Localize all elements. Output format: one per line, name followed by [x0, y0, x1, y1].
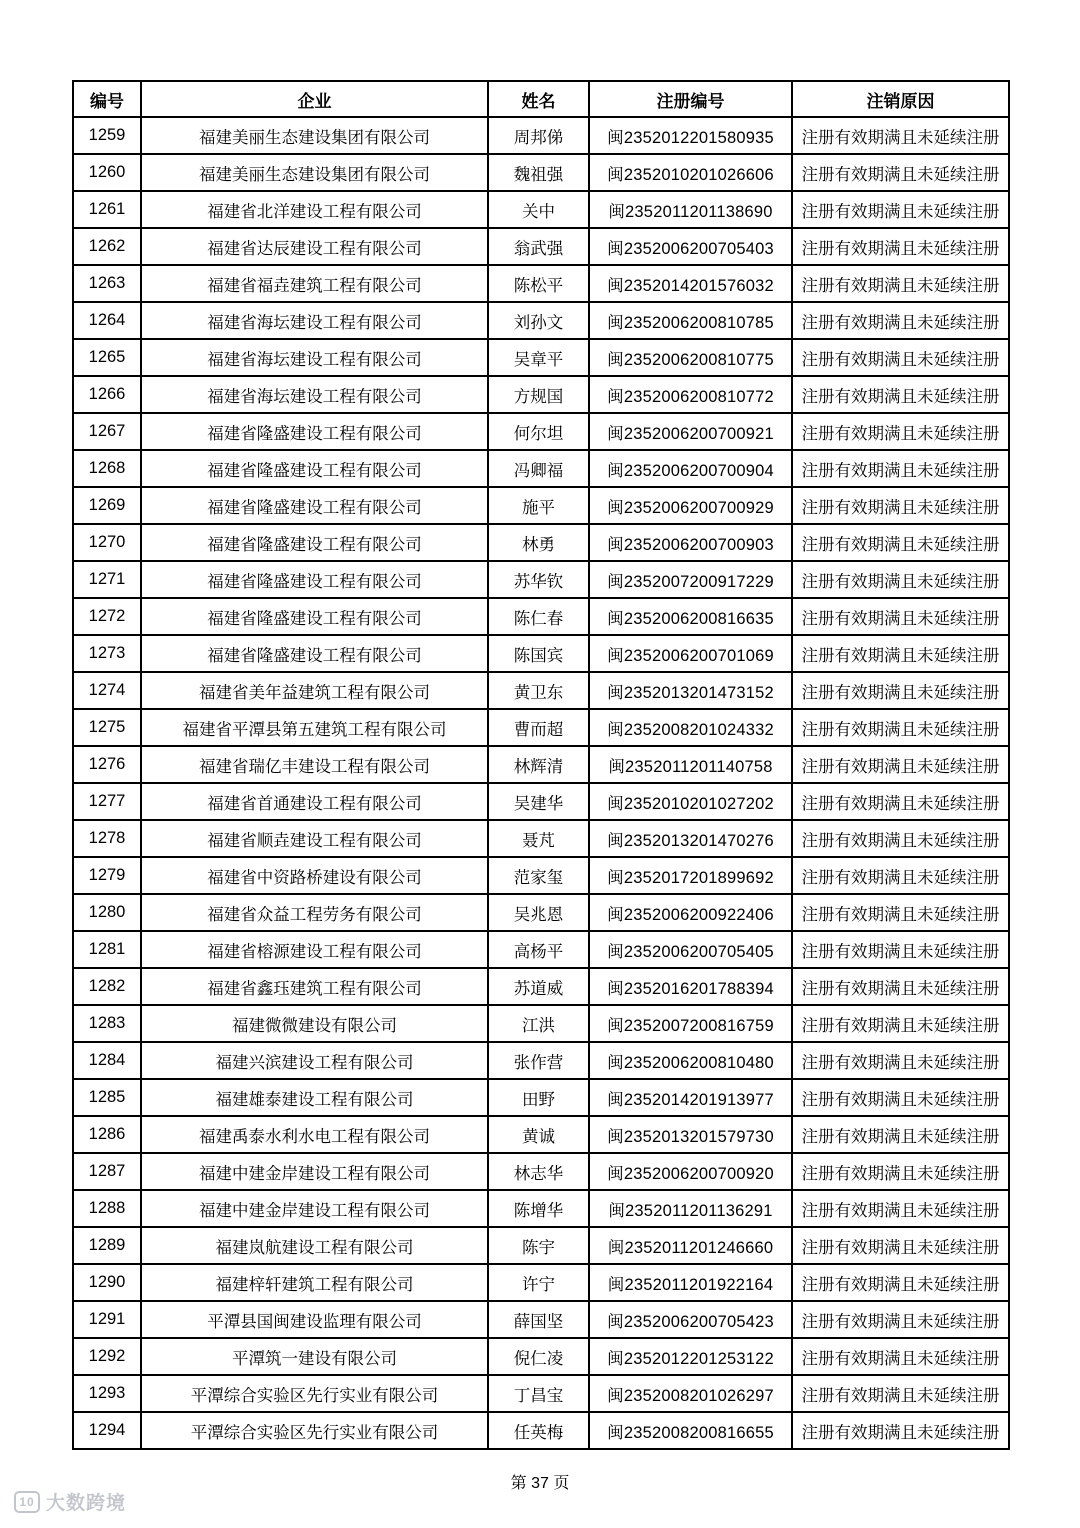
table-row — [73, 894, 1009, 931]
table-cell: 注册有效期满且未延续注册 — [792, 1375, 1009, 1412]
table-cell: 何尔坦 — [488, 413, 589, 450]
table-cell: 闽2352008201026297 — [589, 1375, 792, 1412]
table-cell: 1263 — [73, 265, 141, 302]
table-cell: 闽2352006200810775 — [589, 339, 792, 376]
table-row — [73, 709, 1009, 746]
page-number: 第 37 页 — [510, 1475, 570, 1492]
column-header: 注册编号 — [589, 81, 792, 117]
table-cell: 闽2352013201579730 — [589, 1116, 792, 1153]
table-cell: 福建省平潭县第五建筑工程有限公司 — [141, 709, 488, 746]
table-cell: 闽2352016201788394 — [589, 968, 792, 1005]
table-cell: 1279 — [73, 857, 141, 894]
table-cell: 福建兴滨建设工程有限公司 — [141, 1042, 488, 1079]
table-cell: 吴章平 — [488, 339, 589, 376]
table-row — [73, 413, 1009, 450]
table-cell: 闽2352011201140758 — [589, 746, 792, 783]
table-cell: 薛国坚 — [488, 1301, 589, 1338]
table-row — [73, 1375, 1009, 1412]
table-row — [73, 1338, 1009, 1375]
table-cell: 1262 — [73, 228, 141, 265]
table-cell: 福建省鑫珏建筑工程有限公司 — [141, 968, 488, 1005]
table-cell: 注册有效期满且未延续注册 — [792, 1042, 1009, 1079]
table-cell: 1274 — [73, 672, 141, 709]
table-cell: 倪仁凌 — [488, 1338, 589, 1375]
table-cell: 福建省福垚建筑工程有限公司 — [141, 265, 488, 302]
table-cell: 平潭综合实验区先行实业有限公司 — [141, 1412, 488, 1449]
table-cell: 注册有效期满且未延续注册 — [792, 117, 1009, 154]
table-row — [73, 1412, 1009, 1449]
table-cell: 福建省隆盛建设工程有限公司 — [141, 635, 488, 672]
table-cell: 注册有效期满且未延续注册 — [792, 339, 1009, 376]
table-cell: 冯卿福 — [488, 450, 589, 487]
table-cell: 张作营 — [488, 1042, 589, 1079]
table-cell: 闽2352006200700929 — [589, 487, 792, 524]
table-cell: 周邦俤 — [488, 117, 589, 154]
table-cell: 1289 — [73, 1227, 141, 1264]
table-cell: 1282 — [73, 968, 141, 1005]
table-cell: 1293 — [73, 1375, 141, 1412]
table-cell: 福建禹泰水利水电工程有限公司 — [141, 1116, 488, 1153]
table-cell: 注册有效期满且未延续注册 — [792, 302, 1009, 339]
table-row — [73, 339, 1009, 376]
table-cell: 闽2352006200700921 — [589, 413, 792, 450]
column-header: 姓名 — [488, 81, 589, 117]
table-cell: 注册有效期满且未延续注册 — [792, 1079, 1009, 1116]
table-cell: 注册有效期满且未延续注册 — [792, 857, 1009, 894]
table-cell: 1277 — [73, 783, 141, 820]
table-cell: 黄诚 — [488, 1116, 589, 1153]
column-header: 编号 — [73, 81, 141, 117]
table-cell: 1284 — [73, 1042, 141, 1079]
table-cell: 闽2352008201024332 — [589, 709, 792, 746]
table-cell: 许宁 — [488, 1264, 589, 1301]
table-cell: 闽2352011201246660 — [589, 1227, 792, 1264]
table-cell: 注册有效期满且未延续注册 — [792, 746, 1009, 783]
table-row — [73, 1079, 1009, 1116]
table-cell: 刘孙文 — [488, 302, 589, 339]
table-row — [73, 117, 1009, 154]
table-cell: 1272 — [73, 598, 141, 635]
table-cell: 注册有效期满且未延续注册 — [792, 561, 1009, 598]
table-row — [73, 820, 1009, 857]
table-cell: 高杨平 — [488, 931, 589, 968]
table-cell: 注册有效期满且未延续注册 — [792, 968, 1009, 1005]
table-row — [73, 265, 1009, 302]
watermark-logo — [14, 1488, 126, 1515]
table-cell: 陈国宾 — [488, 635, 589, 672]
table-row — [73, 154, 1009, 191]
table-cell: 注册有效期满且未延续注册 — [792, 672, 1009, 709]
table-cell: 1276 — [73, 746, 141, 783]
table-cell: 1269 — [73, 487, 141, 524]
table-cell: 陈宇 — [488, 1227, 589, 1264]
table-cell: 注册有效期满且未延续注册 — [792, 598, 1009, 635]
table-cell: 注册有效期满且未延续注册 — [792, 1301, 1009, 1338]
table-cell: 1285 — [73, 1079, 141, 1116]
table-cell: 苏道威 — [488, 968, 589, 1005]
table-cell: 福建省隆盛建设工程有限公司 — [141, 561, 488, 598]
table-cell: 福建省众益工程劳务有限公司 — [141, 894, 488, 931]
table-row — [73, 376, 1009, 413]
table-cell: 1260 — [73, 154, 141, 191]
table-cell: 注册有效期满且未延续注册 — [792, 191, 1009, 228]
table-cell: 注册有效期满且未延续注册 — [792, 1412, 1009, 1449]
table-cell: 任英梅 — [488, 1412, 589, 1449]
table-cell: 平潭综合实验区先行实业有限公司 — [141, 1375, 488, 1412]
table-cell: 福建省隆盛建设工程有限公司 — [141, 413, 488, 450]
table-cell: 注册有效期满且未延续注册 — [792, 1153, 1009, 1190]
table-cell: 注册有效期满且未延续注册 — [792, 783, 1009, 820]
table-cell: 闽2352017201899692 — [589, 857, 792, 894]
table-cell: 福建美丽生态建设集团有限公司 — [141, 117, 488, 154]
table-row — [73, 1042, 1009, 1079]
table-cell: 1271 — [73, 561, 141, 598]
table-cell: 福建省榕源建设工程有限公司 — [141, 931, 488, 968]
table-cell: 注册有效期满且未延续注册 — [792, 524, 1009, 561]
table-cell: 闽2352014201913977 — [589, 1079, 792, 1116]
table-cell: 福建省顺垚建设工程有限公司 — [141, 820, 488, 857]
table-cell: 吴兆恩 — [488, 894, 589, 931]
table-cell: 苏华钦 — [488, 561, 589, 598]
table-cell: 闽2352011201136291 — [589, 1190, 792, 1227]
table-row — [73, 857, 1009, 894]
table-cell: 林辉清 — [488, 746, 589, 783]
table-cell: 闽2352006200810480 — [589, 1042, 792, 1079]
table-cell: 1286 — [73, 1116, 141, 1153]
table-cell: 1278 — [73, 820, 141, 857]
table-cell: 关中 — [488, 191, 589, 228]
table-cell: 魏祖强 — [488, 154, 589, 191]
table-row — [73, 561, 1009, 598]
table-row — [73, 598, 1009, 635]
table-cell: 福建省海坛建设工程有限公司 — [141, 376, 488, 413]
table-cell: 福建岚航建设工程有限公司 — [141, 1227, 488, 1264]
table-cell: 闽2352006200700904 — [589, 450, 792, 487]
table-cell: 注册有效期满且未延续注册 — [792, 1338, 1009, 1375]
table-header-row — [73, 81, 1009, 117]
table-cell: 注册有效期满且未延续注册 — [792, 931, 1009, 968]
table-cell: 福建省北洋建设工程有限公司 — [141, 191, 488, 228]
table-cell: 注册有效期满且未延续注册 — [792, 265, 1009, 302]
table-row — [73, 746, 1009, 783]
table-cell: 福建省美年益建筑工程有限公司 — [141, 672, 488, 709]
table-row — [73, 672, 1009, 709]
table-cell: 闽2352006200705423 — [589, 1301, 792, 1338]
table-cell: 林勇 — [488, 524, 589, 561]
table-cell: 福建梓轩建筑工程有限公司 — [141, 1264, 488, 1301]
table-cell: 注册有效期满且未延续注册 — [792, 820, 1009, 857]
table-cell: 陈增华 — [488, 1190, 589, 1227]
table-cell: 曹而超 — [488, 709, 589, 746]
table-cell: 1291 — [73, 1301, 141, 1338]
table-row — [73, 1264, 1009, 1301]
table-cell: 闽2352006200700903 — [589, 524, 792, 561]
table-cell: 注册有效期满且未延续注册 — [792, 376, 1009, 413]
table-cell: 1265 — [73, 339, 141, 376]
table-cell: 闽2352012201580935 — [589, 117, 792, 154]
table-row — [73, 1005, 1009, 1042]
table-row — [73, 524, 1009, 561]
table-cell: 闽2352006200810785 — [589, 302, 792, 339]
table-cell: 田野 — [488, 1079, 589, 1116]
table-row — [73, 1190, 1009, 1227]
table-cell: 福建省中资路桥建设有限公司 — [141, 857, 488, 894]
table-cell: 福建微微建设有限公司 — [141, 1005, 488, 1042]
table-cell: 闽2352006200700920 — [589, 1153, 792, 1190]
table-cell: 吴建华 — [488, 783, 589, 820]
table-cell: 1290 — [73, 1264, 141, 1301]
table-cell: 福建雄泰建设工程有限公司 — [141, 1079, 488, 1116]
table-cell: 福建美丽生态建设集团有限公司 — [141, 154, 488, 191]
table-cell: 黄卫东 — [488, 672, 589, 709]
table-cell: 注册有效期满且未延续注册 — [792, 1190, 1009, 1227]
table-cell: 丁昌宝 — [488, 1375, 589, 1412]
table-cell: 1261 — [73, 191, 141, 228]
table-cell: 施平 — [488, 487, 589, 524]
table-cell: 1275 — [73, 709, 141, 746]
column-header: 企业 — [141, 81, 488, 117]
table-cell: 福建中建金岸建设工程有限公司 — [141, 1153, 488, 1190]
registry-table — [72, 80, 1010, 1450]
table-cell: 1264 — [73, 302, 141, 339]
table-cell: 注册有效期满且未延续注册 — [792, 1116, 1009, 1153]
table-row — [73, 450, 1009, 487]
table-cell: 福建省海坛建设工程有限公司 — [141, 302, 488, 339]
table-cell: 闽2352013201470276 — [589, 820, 792, 857]
table-cell: 闽2352007200816759 — [589, 1005, 792, 1042]
table-cell: 注册有效期满且未延续注册 — [792, 1005, 1009, 1042]
table-cell: 陈仁春 — [488, 598, 589, 635]
table-cell: 平潭筑一建设有限公司 — [141, 1338, 488, 1375]
table-cell: 1281 — [73, 931, 141, 968]
table-cell: 1280 — [73, 894, 141, 931]
table-cell: 1266 — [73, 376, 141, 413]
table-cell: 福建省隆盛建设工程有限公司 — [141, 487, 488, 524]
table-cell: 闽2352014201576032 — [589, 265, 792, 302]
table-cell: 注册有效期满且未延续注册 — [792, 487, 1009, 524]
table-cell: 闽2352011201922164 — [589, 1264, 792, 1301]
table-cell: 注册有效期满且未延续注册 — [792, 1227, 1009, 1264]
table-cell: 福建省海坛建设工程有限公司 — [141, 339, 488, 376]
table-cell: 注册有效期满且未延续注册 — [792, 1264, 1009, 1301]
table-cell: 福建省首通建设工程有限公司 — [141, 783, 488, 820]
table-row — [73, 1301, 1009, 1338]
table-cell: 闽2352011201138690 — [589, 191, 792, 228]
table-cell: 福建省达辰建设工程有限公司 — [141, 228, 488, 265]
table-cell: 闽2352012201253122 — [589, 1338, 792, 1375]
table-row — [73, 783, 1009, 820]
table-cell: 福建省隆盛建设工程有限公司 — [141, 598, 488, 635]
table-cell: 闽2352010201027202 — [589, 783, 792, 820]
table-row — [73, 931, 1009, 968]
table-row — [73, 1153, 1009, 1190]
watermark-logo-icon: 10 — [14, 1491, 40, 1513]
table-cell: 注册有效期满且未延续注册 — [792, 894, 1009, 931]
table-cell: 注册有效期满且未延续注册 — [792, 413, 1009, 450]
table-cell: 注册有效期满且未延续注册 — [792, 450, 1009, 487]
table-cell: 闽2352010201026606 — [589, 154, 792, 191]
table-row — [73, 302, 1009, 339]
table-cell: 闽2352013201473152 — [589, 672, 792, 709]
table-row — [73, 1116, 1009, 1153]
column-header: 注销原因 — [792, 81, 1009, 117]
table-row — [73, 487, 1009, 524]
table-cell: 范家玺 — [488, 857, 589, 894]
table-cell: 平潭县国闽建设监理有限公司 — [141, 1301, 488, 1338]
table-cell: 福建省瑞亿丰建设工程有限公司 — [141, 746, 488, 783]
table-row — [73, 1227, 1009, 1264]
table-cell: 林志华 — [488, 1153, 589, 1190]
table-cell: 注册有效期满且未延续注册 — [792, 228, 1009, 265]
table-cell: 1267 — [73, 413, 141, 450]
table-cell: 1292 — [73, 1338, 141, 1375]
table-cell: 闽2352006200705403 — [589, 228, 792, 265]
table-cell: 1268 — [73, 450, 141, 487]
table-cell: 1283 — [73, 1005, 141, 1042]
table-row — [73, 635, 1009, 672]
table-body — [73, 117, 1009, 1449]
table-cell: 闽2352006200705405 — [589, 931, 792, 968]
table-cell: 闽2352006200922406 — [589, 894, 792, 931]
table-cell: 福建省隆盛建设工程有限公司 — [141, 524, 488, 561]
table-cell: 闽2352006200810772 — [589, 376, 792, 413]
table-cell: 翁武强 — [488, 228, 589, 265]
table-cell: 1287 — [73, 1153, 141, 1190]
table-cell: 福建中建金岸建设工程有限公司 — [141, 1190, 488, 1227]
table-cell: 闽2352007200917229 — [589, 561, 792, 598]
table-cell: 陈松平 — [488, 265, 589, 302]
table-cell: 闽2352008200816655 — [589, 1412, 792, 1449]
table-cell: 1288 — [73, 1190, 141, 1227]
table-cell: 注册有效期满且未延续注册 — [792, 154, 1009, 191]
table-cell: 江洪 — [488, 1005, 589, 1042]
table-cell: 福建省隆盛建设工程有限公司 — [141, 450, 488, 487]
table-row — [73, 968, 1009, 1005]
table-cell: 1273 — [73, 635, 141, 672]
table-cell: 闽2352006200816635 — [589, 598, 792, 635]
table-cell: 1270 — [73, 524, 141, 561]
watermark-logo-text: 大数跨境 — [46, 1493, 127, 1514]
table-cell: 注册有效期满且未延续注册 — [792, 635, 1009, 672]
table-cell: 1294 — [73, 1412, 141, 1449]
table-cell: 聂芃 — [488, 820, 589, 857]
table-row — [73, 228, 1009, 265]
table-cell: 闽2352006200701069 — [589, 635, 792, 672]
table-cell: 1259 — [73, 117, 141, 154]
table-row — [73, 191, 1009, 228]
table-cell: 方规国 — [488, 376, 589, 413]
table-cell: 注册有效期满且未延续注册 — [792, 709, 1009, 746]
